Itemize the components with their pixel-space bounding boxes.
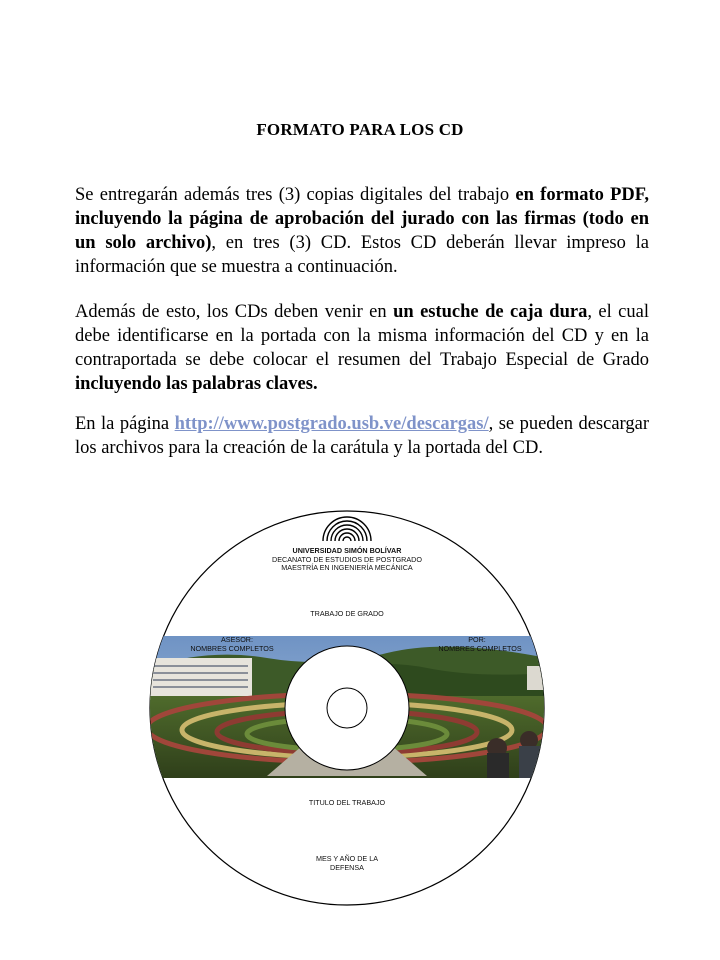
- cd-date-line1: MES Y AÑO DE LA: [315, 854, 379, 863]
- cd-label-illustration: [147, 508, 547, 908]
- downloads-text-after: , se pueden descargar los archivos para la creación de la carátula y la portada del CD.: [75, 414, 649, 458]
- downloads-link[interactable]: http://www.postgrado.usb.ve/descargas/: [174, 414, 489, 434]
- cd-by-name: NOMBRES COMPLETOS: [438, 644, 522, 653]
- text-run: Además de esto, los CDs deben venir en: [75, 302, 394, 322]
- paragraph-downloads: [75, 412, 649, 460]
- cd-thesis-title: TITULO DEL TRABAJO: [308, 798, 386, 807]
- cd-by-label: POR:: [468, 635, 486, 644]
- text-run: , el cual debe identificarse en la portada con la misma información del CD y en la contraportada se debe colocar el resumen del Trabajo Especial de Grado: [75, 302, 649, 370]
- paragraph-hard-case: [75, 300, 649, 396]
- page-title: FORMATO PARA LOS CD: [256, 120, 464, 139]
- bold-text-run: en formato PDF, incluyendo la página de aprobación del jurado con las firmas (todo en un solo archivo): [75, 185, 649, 253]
- cd-university: UNIVERSIDAD SIMÓN BOLÍVAR: [292, 546, 402, 555]
- cd-work-type: TRABAJO DE GRADO: [310, 609, 384, 618]
- bold-text-run: un estuche de caja dura: [393, 302, 588, 322]
- cd-advisor-name: NOMBRES COMPLETOS: [190, 644, 274, 653]
- bold-text-run: incluyendo las palabras claves.: [75, 374, 318, 394]
- text-run: Se entregarán además tres (3) copias digitales del trabajo: [75, 185, 516, 205]
- cd-advisor-label: ASESOR:: [221, 635, 253, 644]
- cd-date-line2: DEFENSA: [330, 863, 364, 872]
- downloads-text-before: En la página: [75, 414, 175, 434]
- text-run: , en tres (3) CD. Estos CD deberán llevar impreso la información que se muestra a continuación.: [75, 233, 649, 277]
- cd-program: MAESTRÍA EN INGENIERÍA MECÁNICA: [281, 563, 413, 572]
- cd-deanship: DECANATO DE ESTUDIOS DE POSTGRADO: [272, 555, 422, 564]
- paragraph-cd-copies: [75, 183, 649, 279]
